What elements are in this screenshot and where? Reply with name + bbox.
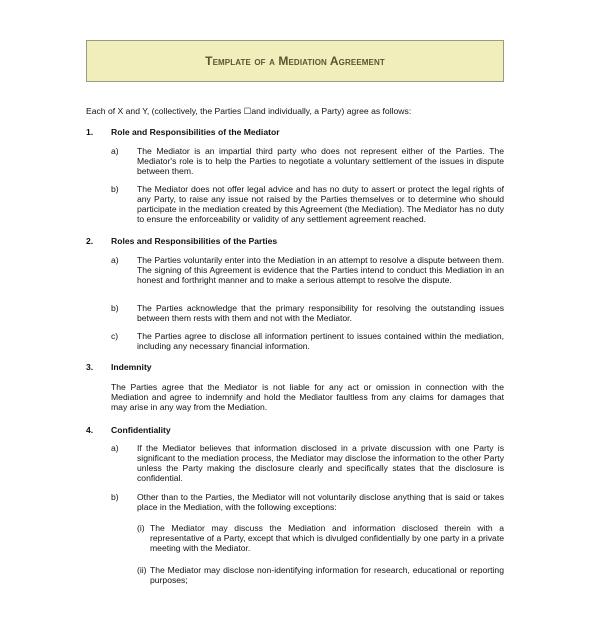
item-text: If the Mediator believes that information disclosed in a private discussion with one Party is significant to the mediation process, the Mediator may disclose the information to the other Party unless the Party making the disclosure clearly and specifically states that the disclosure is confidential.	[137, 443, 504, 484]
subitem-text: The Mediator may discuss the Mediation and information disclosed therein with a representative of a Party, except that which is divulged confidentially by one party in a private meeting with the Mediator.	[150, 523, 504, 554]
item-text: The Parties acknowledge that the primary responsibility for resolving the outstanding issues between them rests with them and not with the Mediator.	[137, 303, 504, 324]
item-label: a)	[111, 255, 119, 265]
intro-paragraph: Each of X and Y, (collectively, the Parties ☐and individually, a Party) agree as follows:	[86, 106, 412, 116]
item-label: a)	[111, 443, 119, 453]
item-label: b)	[111, 184, 119, 194]
section-heading: Confidentiality	[111, 425, 171, 435]
section-body: The Parties agree that the Mediator is not liable for any act or omission in connection with the Mediation and agree to indemnify and hold the Mediator faultless from any claims for damages that may arise in any way from the Mediation.	[111, 382, 504, 413]
item-text: The Mediator is an impartial third party who does not represent either of the Parties. The Mediator's role is to help the Parties to negotiate a voluntary settlement of the issues in dispute between them.	[137, 146, 504, 177]
item-label: c)	[111, 331, 119, 341]
item-label: b)	[111, 303, 119, 313]
section-number: 4.	[86, 425, 94, 435]
subitem-text: The Mediator may disclose non-identifying information for research, educational or reporting purposes;	[150, 565, 504, 586]
section-heading: Role and Responsibilities of the Mediator	[111, 127, 280, 137]
item-label: b)	[111, 492, 119, 502]
item-text: The Parties agree to disclose all information pertinent to issues contained within the mediation, including any necessary financial information.	[137, 331, 504, 352]
item-text: The Parties voluntarily enter into the Mediation in an attempt to resolve a dispute between them. The signing of this Agreement is evidence that the Parties intend to conduct this Mediation in an honest and forthright manner and to make a serious attempt to resolve the dispute.	[137, 255, 504, 286]
item-text: The Mediator does not offer legal advice and has no duty to assert or protect the legal rights of any Party, to raise any issue not raised by the Parties themselves or to determine who should participate in the mediation created by this Agreement (the Mediation). The Mediator has no duty to ensure the enforceability or validity of any settlement agreement reached.	[137, 184, 504, 225]
subitem-label: (ii)	[137, 565, 147, 575]
item-label: a)	[111, 146, 119, 156]
section-heading: Indemnity	[111, 362, 152, 372]
document-title: Template of a Mediation Agreement	[205, 54, 385, 68]
item-text: Other than to the Parties, the Mediator will not voluntarily disclose anything that is said or takes place in the Mediation, with the following exceptions:	[137, 492, 504, 513]
subitem-label: (i)	[137, 523, 145, 533]
section-number: 2.	[86, 236, 94, 246]
section-number: 1.	[86, 127, 94, 137]
section-number: 3.	[86, 362, 94, 372]
title-box	[86, 40, 504, 82]
section-heading: Roles and Responsibilities of the Parties	[111, 236, 278, 246]
